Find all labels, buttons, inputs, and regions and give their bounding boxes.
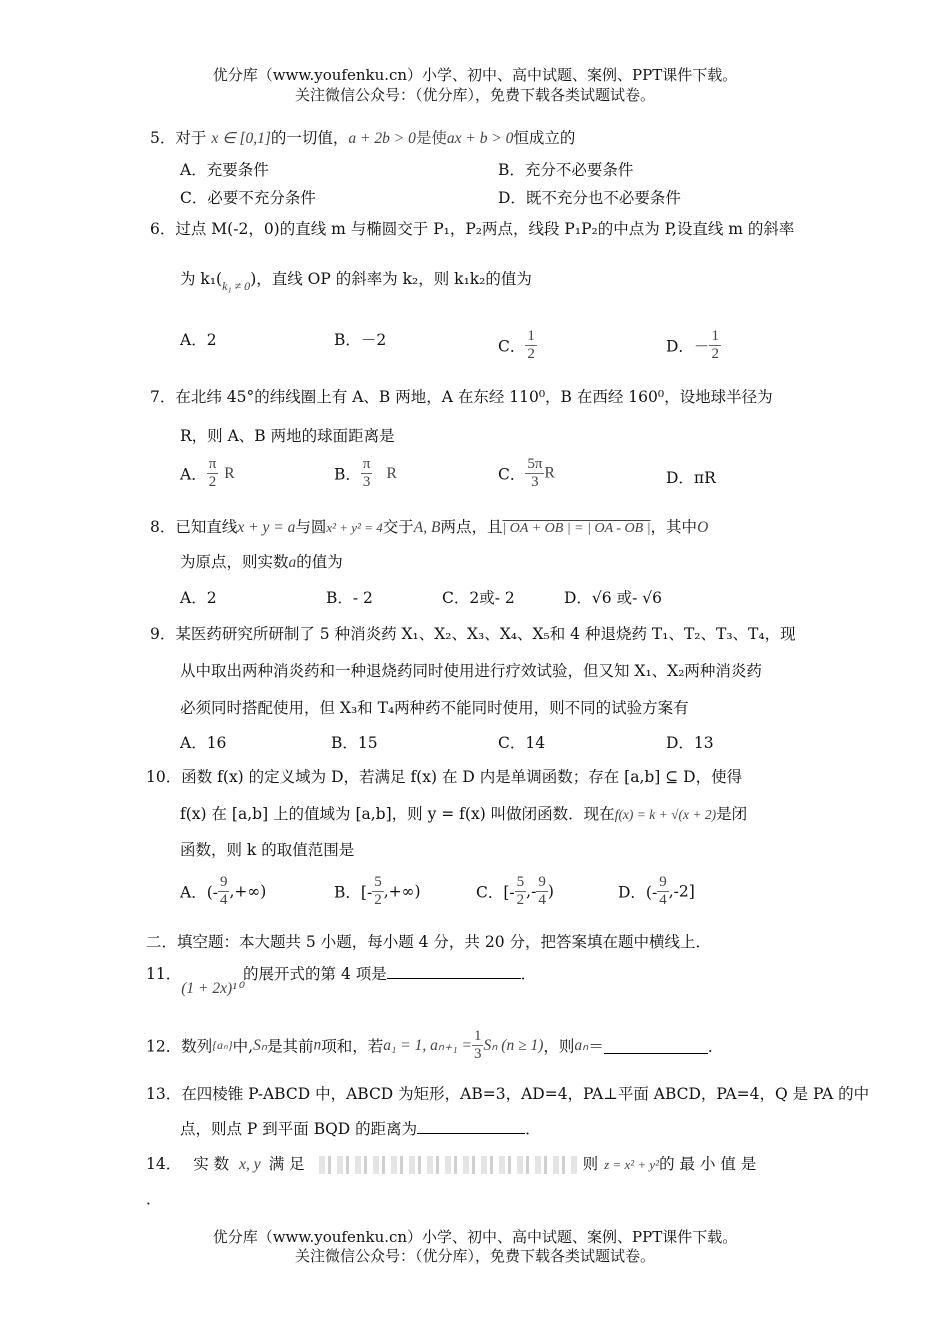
footer-line-1: 优分库（www.youfenku.cn）小学、初中、高中试题、案例、PPT课件下载。 [212,1228,738,1246]
question-8: 8．已知直线x + y = a与圆x² + y² = 4交于A, B两点，且| OA + OB | = | OA - OB |，其中O [150,518,709,536]
q6-option-d: D．－ $\frac{1}{2}$ [666,328,719,362]
q8-option-b: B．- 2 [326,589,373,607]
question-5: 5．对于 x ∈ [0,1]的一切值，a + 2b > 0是使ax + b > 0恒成立的 [150,129,576,147]
q6-option-d-fraction: $\frac{1}{2}$ [711,328,719,362]
q5-option-d: D．既不充分也不必要条件 [498,189,681,207]
q7-option-d: D．πR [666,469,716,487]
q9-line-2: 从中取出两种消炎药和一种退烧药同时使用进行疗效试验，但又知 X₁、X₂两种消炎药 [180,662,762,680]
q14-end: ． [146,1190,162,1208]
q5-option-b: B．充分不必要条件 [498,161,634,179]
q10-option-b: B．[- $\frac{5}{2}$ ,+∞) [334,874,421,908]
q10-line-3: 函数，则 k 的取值范围是 [180,841,355,859]
q8-option-d: D．√6 或- √6 [564,589,662,607]
q10-line-2: f(x) 在 [a,b] 上的值域为 [a,b]，则 y = f(x) 叫做闭函数．现在f(x) = k + √(x + 2)是闭 [180,805,748,823]
q6-option-c-fraction: $\frac{1}{2}$ [527,328,535,362]
q14-constraint-image [319,1156,579,1174]
q10-option-d: D．(- $\frac{9}{4}$ ,-2] [618,874,695,908]
question-12: 12．数列{aₙ}中,Sₙ是其前n项和，若a₁ = 1, aₙ₊₁ = $\frac{1}{3}$ Sₙ (n ≥ 1)，则aₙ＝ ． [146,1028,724,1062]
q9-option-d: D．13 [666,734,714,752]
question-10: 10．函数 f(x) 的定义域为 D，若满足 f(x) 在 D 内是单调函数；存在 [a,b] ⊆ D，使得 [146,768,743,786]
q5-option-a: A．充要条件 [180,161,269,179]
q9-option-c: C．14 [498,734,546,752]
q10-option-c: C．[- $\frac{5}{2}$ ,- $\frac{9}{4}$ ) [476,874,554,908]
question-7: 7．在北纬 45°的纬线圈上有 A、B 两地，A 在东经 110⁰，B 在西经 160⁰，设地球半径为 [150,388,773,406]
q10-option-a: A．(- $\frac{9}{4}$ ,+∞) [180,874,267,908]
q7-option-b: B． $\frac{\pi}{3}$ R [334,456,397,490]
q9-option-a: A．16 [180,734,227,752]
question-6: 6．过点 M(-2，0)的直线 m 与椭圆交于 P₁，P₂两点，线段 P₁P₂的中点为 P,设直线 m 的斜率 [150,220,795,238]
q7-option-c: C． $\frac{5\pi}{3}$ R [498,456,555,490]
q7-line-2: R，则 A、B 两地的球面距离是 [180,427,395,445]
header-line-1: 优分库（www.youfenku.cn）小学、初中、高中试题、案例、PPT课件下载。 [212,66,738,84]
header-line-2: 关注微信公众号：（优分库），免费下载各类试题试卷。 [294,86,655,104]
q6-option-a: A．2 [180,331,217,349]
question-14: 14． 实 数 x, y 满 足 则 z = x² + y²的 最 小 值 是 [146,1155,757,1173]
q9-line-3: 必须同时搭配使用，但 X₃和 T₄两种药不能同时使用，则不同的试验方案有 [180,699,689,717]
q13-line-2: 点，则点 P 到平面 BQD 的距离为 ． [180,1120,541,1138]
q8-option-a: A．2 [180,589,217,607]
q6-option-c: C． $\frac{1}{2}$ [498,328,535,362]
q8-option-c: C．2或- 2 [442,589,515,607]
question-11: 11．(1 + 2x)¹⁰的展开式的第 4 项是 ． [146,965,537,997]
q5-option-c: C．必要不充分条件 [180,189,316,207]
q6-line-2: 为 $k_1(_{k_1 \ne 0})$，直线 OP 的斜率为 k₂，则 k₁k₂的值为 [180,270,532,293]
question-9: 9．某医药研究所研制了 5 种消炎药 X₁、X₂、X₃、X₄、X₅和 4 种退烧药 T₁、T₂、T₃、T₄，现 [150,625,796,643]
q6-option-b: B．－2 [334,331,387,349]
q8-line-2: 为原点，则实数a的值为 [180,553,343,571]
q13-answer-blank[interactable] [417,1118,525,1134]
footer-line-2: 关注微信公众号：（优分库），免费下载各类试题试卷。 [294,1247,655,1265]
q11-answer-blank[interactable] [387,963,521,979]
q9-option-b: B．15 [331,734,378,752]
section-2-heading: 二．填空题：本大题共 5 小题，每小题 4 分，共 20 分，把答案填在题中横线上． [146,933,712,951]
q12-answer-blank[interactable] [604,1038,708,1054]
q7-option-a: A． $\frac{\pi}{2}$ R [180,456,235,490]
question-13: 13．在四棱锥 P-ABCD 中，ABCD 为矩形，AB=3，AD=4，PA⊥平面 ABCD，PA=4，Q 是 PA 的中 [146,1085,870,1103]
